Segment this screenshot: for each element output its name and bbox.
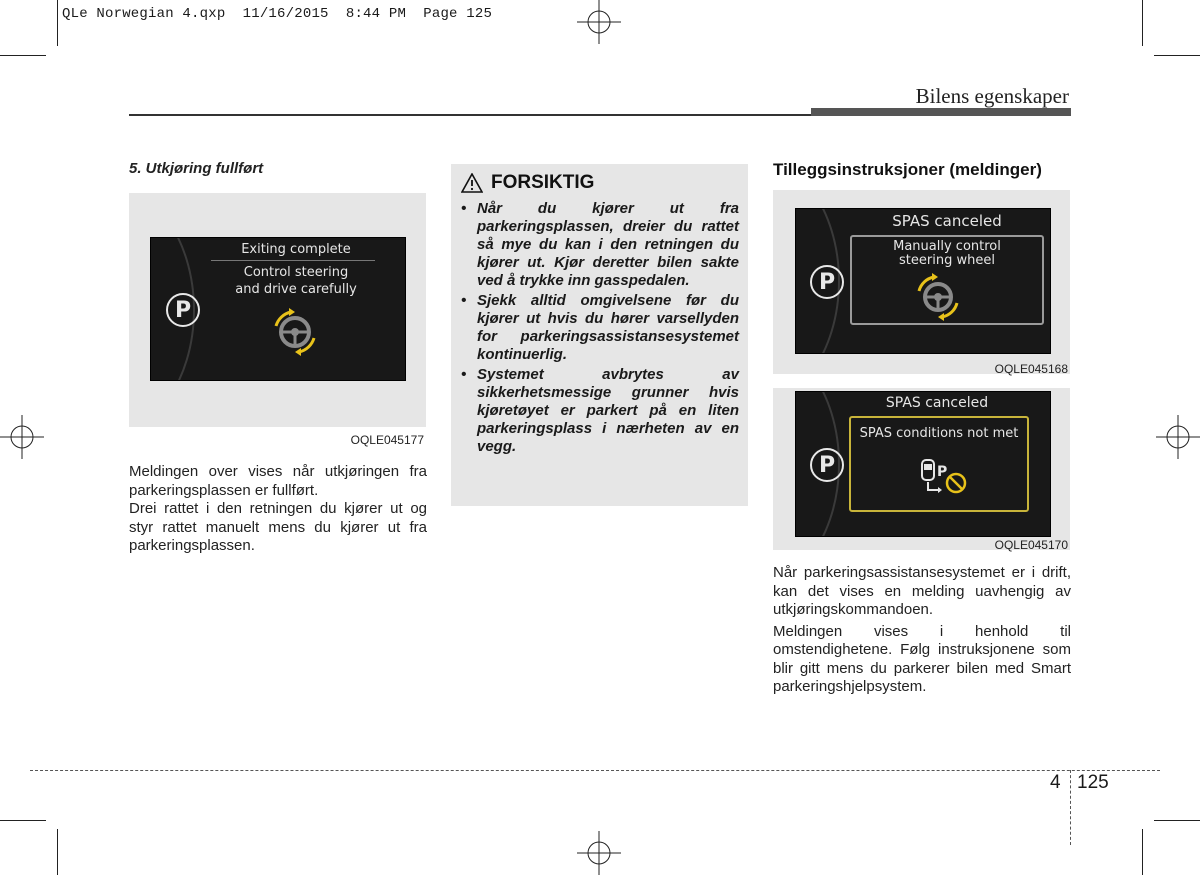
header-rule-accent	[811, 108, 1071, 116]
left-paragraph-1: Meldingen over vises når utkjøringen fra parkeringsplassen er fullført.	[129, 463, 427, 499]
cluster-display	[150, 237, 406, 381]
right-paragraph-2: Meldingen vises i henhold til omstendighetene. Følg instruksjonene som blir gitt mens du parkerer bilen med Smart parkeringshjelpsystem.	[773, 622, 1071, 695]
figure-code: OQLE045177	[350, 433, 424, 447]
crop-mark	[0, 820, 46, 821]
figure-code: OQLE045168	[994, 362, 1068, 376]
page-number: 125	[1077, 772, 1109, 793]
crop-mark	[1154, 820, 1200, 821]
crop-mark	[57, 829, 58, 875]
screen-line-1: Control steering	[243, 265, 349, 280]
warning-triangle-icon	[461, 173, 483, 193]
chapter-number: 4	[1050, 772, 1061, 793]
screen-line-1: Manually control	[893, 239, 1001, 254]
left-subhead: 5. Utkjøring fullført	[129, 160, 264, 177]
left-paragraph-2: Drei rattet i den retningen du kjører ut og styr rattet manuelt mens du kjører ut fra parkeringsplassen.	[129, 500, 427, 554]
parking-letter: P	[937, 464, 948, 480]
crop-mark	[1142, 829, 1143, 875]
screen-title: SPAS canceled	[892, 212, 1002, 230]
footer-divider	[1070, 770, 1071, 845]
gear-p-icon: P	[166, 293, 200, 327]
header-rule	[129, 114, 812, 116]
section-title: Bilens egenskaper	[915, 84, 1069, 108]
right-column	[773, 160, 1071, 697]
screen-line-2: and drive carefully	[235, 282, 357, 297]
caution-header	[461, 172, 594, 194]
registration-mark-icon	[1156, 415, 1200, 459]
right-subhead: Tilleggsinstruksjoner (meldinger)	[773, 160, 1042, 179]
caution-box	[451, 164, 748, 506]
screen-line-1: SPAS conditions not met	[859, 426, 1019, 441]
cluster-display	[795, 208, 1051, 354]
print-slug: QLe Norwegian 4.qxp 11/16/2015 8:44 PM Page 125	[62, 6, 493, 22]
crop-mark	[0, 55, 46, 56]
figure-spas-canceled-1	[773, 190, 1070, 374]
right-paragraph-1: Når parkeringsassistansesystemet er i drift, kan det vises en melding uavhengig av utkjøringskommandoen.	[773, 564, 1071, 618]
figure-code: OQLE045170	[994, 538, 1068, 552]
gear-p-icon: P	[810, 265, 844, 299]
parking-blocked-icon	[916, 456, 972, 498]
screen-title: Exiting complete	[241, 242, 351, 257]
crop-mark	[1154, 55, 1200, 56]
caution-list	[461, 200, 739, 458]
caution-item: • Sjekk alltid omgivelsene før du kjører ut hvis du hører varsellyden for parkeringsassistansesystemet kontinuerlig.	[461, 292, 739, 363]
caution-title: FORSIKTIG	[491, 172, 595, 193]
registration-mark-icon	[577, 0, 621, 44]
crop-mark	[1142, 0, 1143, 46]
footer-rule	[30, 770, 1160, 771]
crop-mark	[57, 0, 58, 46]
steering-wheel-icon	[267, 304, 323, 360]
figure-exiting-complete	[129, 193, 426, 447]
cluster-display	[795, 391, 1051, 537]
screen-title: SPAS canceled	[885, 395, 989, 411]
figure-spas-canceled-2	[773, 388, 1070, 550]
left-column	[129, 160, 427, 556]
screen-line-2: steering wheel	[899, 253, 995, 268]
caution-item: • Når du kjører ut fra parkeringsplassen, dreier du rattet så mye du kan i den retningen du kjører ut. Kjør deretter bilen sakte ved å trykke inn gasspedalen.	[461, 200, 739, 289]
steering-wheel-icon	[912, 271, 964, 321]
caution-item: • Systemet avbrytes av sikkerhetsmessige grunner hvis kjøretøyet er parkert på en liten parkeringsplass i nærheten av en vegg.	[461, 366, 739, 455]
registration-mark-icon	[0, 415, 44, 459]
gear-p-icon: P	[810, 448, 844, 482]
registration-mark-icon	[577, 831, 621, 875]
